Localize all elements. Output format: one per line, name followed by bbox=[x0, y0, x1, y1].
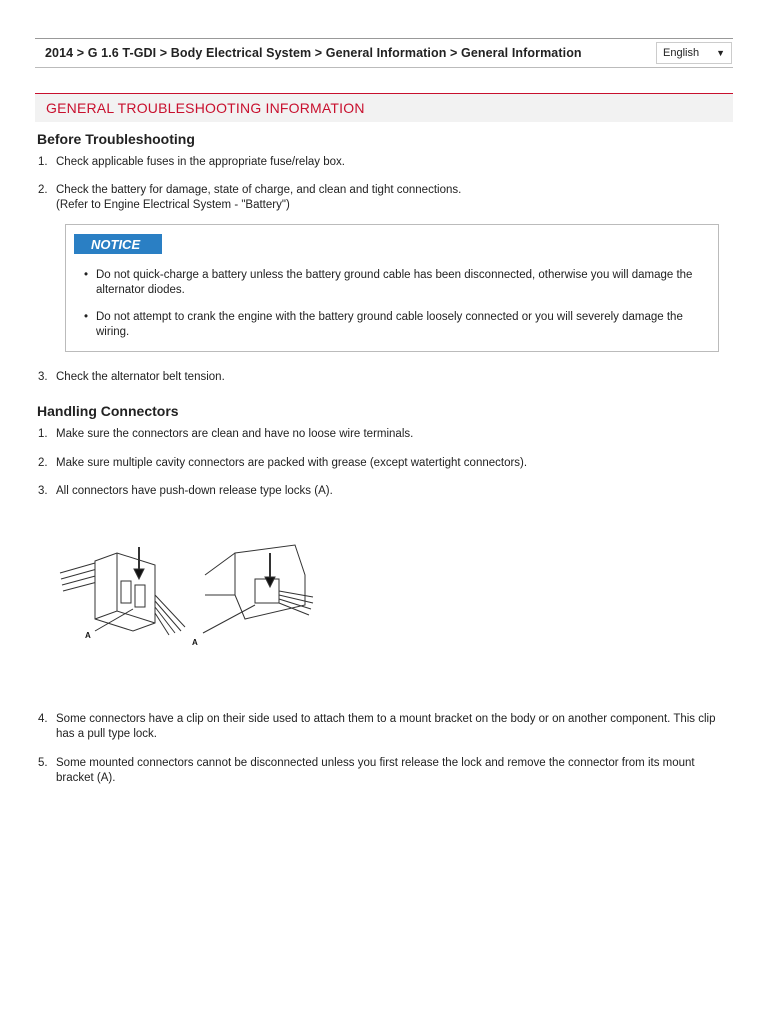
figure-label-a: A bbox=[85, 631, 91, 640]
item-text: Check the battery for damage, state of charge, and clean and tight connections. bbox=[56, 184, 462, 196]
item-text: Some mounted connectors cannot be disconnected unless you first release the lock and remove the connector from its mount bracket (A). bbox=[56, 757, 695, 784]
item-number: 2. bbox=[38, 184, 48, 196]
dropdown-arrow-icon: ▼ bbox=[716, 48, 725, 58]
section-title-bar bbox=[35, 93, 733, 122]
item-text: Make sure multiple cavity connectors are packed with grease (except watertight connectors). bbox=[56, 457, 528, 469]
item-text: Some connectors have a clip on their side used to attach them to a mount bracket on the body or on another component. This clip has a pull type lock. bbox=[56, 713, 716, 740]
list-item bbox=[38, 183, 728, 213]
list-item bbox=[38, 155, 728, 170]
notice-bullet bbox=[84, 310, 714, 340]
item-number: 3. bbox=[38, 485, 48, 497]
connector-slot bbox=[255, 579, 279, 603]
language-value: English bbox=[663, 47, 700, 59]
wire bbox=[155, 595, 185, 635]
item-text: Make sure the connectors are clean and have no loose wire terminals. bbox=[56, 428, 414, 440]
item-number: 4. bbox=[38, 713, 48, 725]
list-item bbox=[38, 756, 728, 786]
connector-illustration bbox=[55, 535, 315, 655]
connector-slot bbox=[135, 585, 145, 607]
bullet-icon: • bbox=[84, 269, 89, 281]
item-text: Check the alternator belt tension. bbox=[56, 371, 225, 383]
item-text: Check applicable fuses in the appropriate fuse/relay box. bbox=[56, 156, 345, 168]
before-troubleshooting-heading: Before Troubleshooting bbox=[37, 131, 195, 147]
breadcrumb: 2014 > G 1.6 T-GDI > Body Electrical System > General Information > General Information bbox=[45, 46, 582, 60]
item-number: 1. bbox=[38, 156, 48, 168]
figure-label-a: A bbox=[192, 638, 198, 647]
list-item bbox=[38, 427, 728, 442]
notice-box bbox=[65, 224, 719, 352]
connector-slot bbox=[121, 581, 131, 603]
handling-connectors-heading: Handling Connectors bbox=[37, 403, 179, 419]
item-text: All connectors have push-down release type locks (A). bbox=[56, 485, 333, 497]
item-number: 5. bbox=[38, 757, 48, 769]
item-reference: (Refer to Engine Electrical System - "Battery") bbox=[56, 199, 290, 211]
language-select[interactable] bbox=[656, 42, 732, 64]
item-number: 1. bbox=[38, 428, 48, 440]
notice-bullet-text: Do not attempt to crank the engine with the battery ground cable loosely connected or you will severely damage the wiring. bbox=[96, 311, 683, 338]
item-number: 3. bbox=[38, 371, 48, 383]
list-item bbox=[38, 370, 728, 385]
notice-bullet bbox=[84, 268, 714, 298]
list-item bbox=[38, 484, 728, 499]
notice-label: NOTICE bbox=[74, 234, 162, 254]
notice-bullet-text: Do not quick-charge a battery unless the battery ground cable has been disconnected, otherwise you will damage the alternator diodes. bbox=[96, 269, 693, 296]
list-item bbox=[38, 456, 728, 471]
section-title: GENERAL TROUBLESHOOTING INFORMATION bbox=[46, 100, 365, 116]
bullet-icon: • bbox=[84, 311, 89, 323]
housing-edge bbox=[205, 553, 235, 595]
list-item bbox=[38, 712, 728, 742]
header-bar bbox=[35, 38, 733, 68]
item-number: 2. bbox=[38, 457, 48, 469]
item-text-block bbox=[56, 183, 728, 213]
